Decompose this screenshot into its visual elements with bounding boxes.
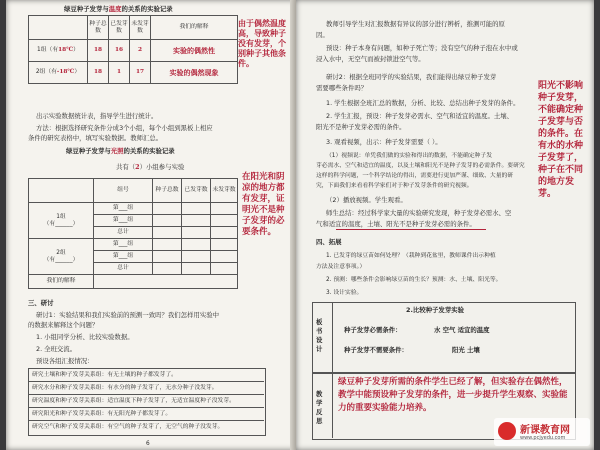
list-item: 研究空气和种子发芽关系组：有空气的种子发芽了，无空气的种子没发芽。 — [32, 424, 224, 430]
list-item: 研究阳光和种子发芽关系组：有无阳光种子都发芽了。 — [32, 411, 172, 417]
reflection-label: 教学反思 — [316, 390, 323, 425]
margin-note-bottom: 在阳光和阴凉的地方都有发芽，证明光不是种子发芽的必要条件。 — [242, 172, 285, 237]
list-item: 研究土壤和种子发芽关系组：有无土壤的种子都发芽了。 — [32, 372, 177, 378]
table2: 组号 种子总数 已发芽数 未发芽数 1组 （有______） 第___组 第___组 总计 2组 （有______） 第___组 第___组 总计 我们的解释 — [28, 178, 238, 289]
list-item: 研究水分和种子发芽关系组：有水分的种子发芽了，无水分种子没发芽。 — [32, 385, 218, 391]
instruction-line: 方法：根据选择研究条件分成3个小组，每个小组到黑板上相应 — [36, 124, 213, 132]
table2-subtitle: 共有（2）小组参与实验 — [116, 163, 185, 171]
right-page: 教师引导学生对汇报数据有异议的部分进行辨析，推测可能的原 因。 预设：种子本身有问题，如种子死亡等；没有空气的种子泡在水中或 浸入水中，无空气而被封锁进空气等。 研讨2：根据全班同学的实验结果，我们能得出绿豆种子发芽 需要哪些条件吗？ 1. 学生根据全班汇总的数据，分析、比较、总结出种子发芽的条件。 2. 学生汇报，预设：种子发芽必需水、空气和适宜的温度。土壤、 阳光不是种子发芽必需的条件。 3. 观看视频，出示：种子发芽需要（ ）。 （1）视频说：单凭我们做的实验和得出的数据，不能确定种子发 芽必需水、空气和适宜的温度，以及土壤和阳光不是种子发芽的必需条件。要研究 这样的科学问题，一个科学结论的得出，需要进行更加严谨、细致、大量的研 究，下面我们来看看科学家们对于种子发芽条件的研究视频。 （2）播放视频。学生观看。 师生总结：经过科学家大量的实验研究发现，种子发芽必需水、空 气和适宜的温度，土壤、阳光不是种子发芽必需的条件。 四、拓展 1. 已发芽的绿豆苗如何处理？（栽种到花盆里，教师课件出示种植 方法及注意事项。） 2. 预测：哪些条件会影响绿豆苗的生长？预测：水、土壤、阳光等。 3. 设计实验。 板书设计 2.比较种子发芽实验 种子发芽必需条件： 水 空气 适宜的温度 种子发芽不需要条件： 阳光 土壤 教学反思 绿豆种子发芽所需的条件学生已经了解，但实验存在偶然性，教学中能预设种子发芽的条件，进一步提升学生观察、实验能力的重要实验能力培养。 阳光不影响种子发芽，不能确定种子发芽与否的条件。在有水的水种子发芽了，种子在不同的地方发芽。 新课教育网 www.pcjyedu.com — [296, 0, 594, 450]
instruction-line: 出示实验数据统计表，指导学生进行统计。 — [36, 112, 158, 120]
logo-icon — [498, 422, 516, 440]
section-heading: 四、拓展 — [316, 238, 342, 246]
table-row: 2组（有-18℃） 18 1 17 实验的偶然现象 — [29, 62, 238, 84]
table1-title: 绿豆种子发芽与温度的关系的实验记录 — [64, 5, 173, 13]
reflection-handwriting: 绿豆种子发芽所需的条件学生已经了解，但实验存在偶然性，教学中能预设种子发芽的条件，进一步提升学生观察、实验能力的重要实验能力培养。 — [338, 377, 568, 413]
board-title: 2.比较种子发芽实验 — [406, 306, 464, 314]
list-item: 研究温度和种子发芽关系组：适宜温度下种子发芽了，无适宜温度种子没发芽。 — [32, 398, 235, 404]
section-heading: 三、研讨 — [28, 299, 54, 307]
table1: 种子总数 已发芽数 未发芽数 我们的解释 1组（有18℃） 18 16 2 实验的偶然性 2组（有-18℃） 18 1 17 实验的偶然现象 — [28, 15, 238, 84]
board-label: 板书设计 — [316, 318, 323, 353]
left-page: 绿豆种子发芽与温度的关系的实验记录 种子总数 已发芽数 未发芽数 我们的解释 1组（有18℃） 18 16 2 实验的偶然性 2组（有-18℃） 18 1 17 实验的偶然现象 由于偶然温度高，导致种子没有发芽，个别种子其他条件。 出示实验数据统计表，指导学生进行统计。 方法：根据选择研究条件分成3个小组，每个小组到黑板上相应 条件的研究表格中，填写实验数据。教师汇总。 绿豆种子发芽与光照的关系的实验记录 共有（2）小组参与实验 组号 种子总数 已发芽数 未发芽数 1组 （有______） 第___组 第___组 总计 2组 （有______） 第___组 第___组 总计 我们的解释 在阳光和阴凉的地方都有发芽，证明光不是种子发芽的必要条件。 三、研讨 研讨1：实验结果和我们实验前的预测一致吗？我们怎样用实验中 的数据来解释这个问题？ 1. 小组同学分析、比较实验数据。 2. 全班交流。 预设各组汇报情况： 研究土壤和种子发芽关系组：有无土壤的种子都发芽了。 研究水分和种子发芽关系组：有水分的种子发芽了，无水分种子没发芽。 研究温度和种子发芽关系组：适宜温度下种子发芽了，无适宜温度种子没发芽。 研究阳光和种子发芽关系组：有无阳光种子都发芽了。 研究空气和种子发芽关系组：有空气的种子发芽了，无空气的种子没发芽。 6 — [6, 0, 296, 450]
margin-note-top: 由于偶然温度高，导致种子没有发芽，个别种子其他条件。 — [238, 18, 286, 68]
table-row: 1组（有18℃） 18 16 2 实验的偶然性 — [29, 40, 238, 62]
table2-title: 绿豆种子发芽与光照的关系的实验记录 — [66, 147, 175, 155]
watermark-logo: 新课教育网 www.pcjyedu.com — [494, 418, 590, 446]
margin-note-right: 阳光不影响种子发芽，不能确定种子发芽与否的条件。在有水的水种子发芽了，种子在不同的地方发芽。 — [538, 81, 584, 199]
page-number: 6 — [146, 441, 150, 447]
instruction-line: 条件的研究表格中，填写实验数据。教师汇总。 — [28, 134, 163, 142]
